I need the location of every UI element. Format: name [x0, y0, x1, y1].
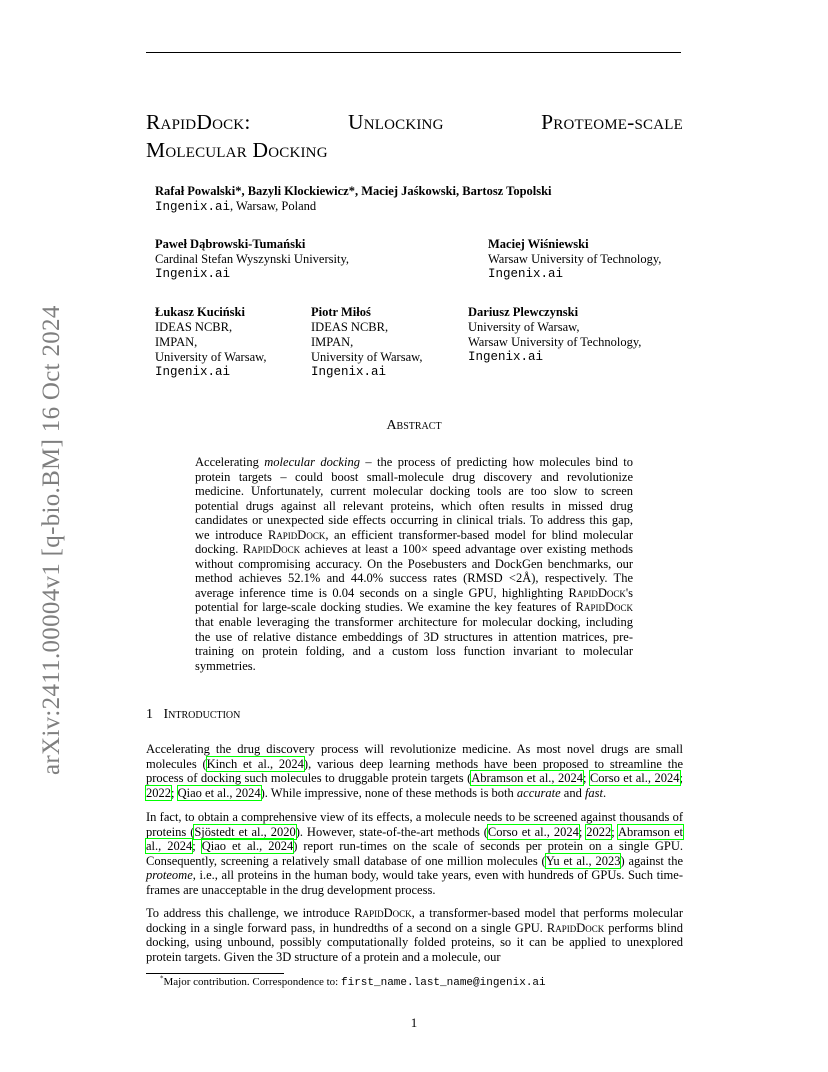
intro-paragraph-3: To address this challenge, we introduce RapidDock, a transformer-based model that performs molecular docking in a single forward pass, in hundredths of a second on a single GPU. RapidDock performs blind docking, using unbound, possibly computationally folded proteins, so it can be applied to unexplored protein targets. Given the 3D structure of a protein and a molecule, our	[146, 906, 683, 964]
arxiv-stamp: arXiv:2411.00004v1 [q-bio.BM] 16 Oct 2024	[38, 305, 65, 775]
footnote-rule	[146, 973, 284, 974]
affil-link[interactable]: Ingenix.ai	[311, 365, 387, 379]
author-block-lukasz	[155, 305, 266, 380]
citation-link[interactable]: Corso et al., 2024	[487, 824, 579, 839]
affil-link[interactable]: Ingenix.ai	[155, 267, 231, 281]
affil-line: IMPAN,	[155, 335, 198, 349]
top-rule	[146, 52, 681, 53]
citation-link[interactable]: Sjöstedt et al., 2020	[194, 824, 296, 839]
title-word-3: Proteome-scale	[541, 110, 683, 134]
citation-link[interactable]: 2022	[146, 785, 171, 800]
intro-paragraph-1: Accelerating the drug discovery process will revolutionize medicine. As most novel drugs are small molecules (Kinch et al., 2024), various deep learning methods have been proposed to streamline the process of docking such molecules to druggable protein targets (Abramson et al., 2024; Corso et al., 2024; 2022; Qiao et al., 2024). While impressive, none of these methods is both accurate and fast.	[146, 742, 684, 800]
title-line-2: Molecular Docking	[146, 138, 328, 162]
abstract-heading: Abstract	[386, 418, 442, 433]
title-word-2: Unlocking	[347, 110, 444, 134]
author-name: Piotr Miłoś	[311, 305, 371, 319]
author-block-pawel	[155, 237, 349, 282]
affil-text: , Warsaw, Poland	[230, 199, 317, 213]
section-number: 1	[146, 707, 153, 722]
affil-link[interactable]: Ingenix.ai	[488, 267, 564, 281]
citation-link[interactable]: Abramson et al., 2024	[146, 824, 683, 854]
citation-link[interactable]: Abramson et al., 2024	[471, 771, 584, 786]
citation-link[interactable]: Qiao et al., 2024	[201, 839, 294, 854]
citation-link[interactable]: Yu et al., 2023	[545, 853, 621, 868]
author-name: Paweł Dąbrowski-Tumański	[155, 237, 306, 251]
affil-line: Warsaw University of Technology,	[488, 252, 662, 266]
footnote: *Major contribution. Correspondence to: first_name.last_name@ingenix.ai	[160, 974, 546, 989]
affil-line: IDEAS NCBR,	[155, 320, 233, 334]
section-heading	[146, 707, 240, 723]
author-names-main: Rafał Powalski*, Bazyli Klockiewicz*, Maciej Jaśkowski, Bartosz Topolski	[155, 184, 552, 198]
affil-line: Cardinal Stefan Wyszynski University,	[155, 252, 350, 266]
intro-paragraph-2: In fact, to obtain a comprehensive view of its effects, a molecule needs to be screened against thousands of proteins (Sjöstedt et al., 2020). However, state-of-the-art methods (Corso et al., 2024; 2022; Abramson et al., 2024; Qiao et al., 2024) report run-times on the scale of seconds per protein on a single GPU. Consequently, screening a relatively small database of one million molecules (Yu et al., 2023) against the proteome, i.e., all proteins in the human body, would take years, even with hundreds of GPUs. Such time-frames are unacceptable in the drug development process.	[146, 810, 683, 897]
affil-line: IMPAN,	[311, 335, 354, 349]
email-link[interactable]: first_name.last_name@ingenix.ai	[341, 977, 546, 989]
abstract-body: Accelerating molecular docking – the process of predicting how molecules bind to protein targets – could boost small-molecule drug discovery and revolutionize medicine. Unfortunately, current molecular docking tools are too slow to screen potential drugs against all relevant proteins, which often results in missed drug candidates or unexpected side effects occurring in clinical trials. To address this gap, we introduce RapidDock, an efficient transformer-based model for blind molecular docking. RapidDock achieves at least a 100× speed advantage over existing methods without compromising accuracy. On the Posebusters and DockGen benchmarks, our method achieves 52.1% and 44.0% success rates (RMSD <2Å), respectively. The average inference time is 0.04 seconds on a single GPU, highlighting RapidDock's potential for large-scale docking studies. We examine the key features of RapidDock that enable leveraging the transformer architecture for molecular docking, including the use of relative distance embeddings of 3D structures in attention matrices, pre-training on protein folding, and a custom loss function invariant to molecular symmetries.	[195, 455, 634, 673]
author-block-maciej	[488, 237, 661, 282]
paper-title	[146, 108, 683, 164]
affil-link[interactable]: Ingenix.ai	[468, 350, 544, 364]
affil-line: Warsaw University of Technology,	[468, 335, 642, 349]
title-word-1: RapidDock:	[146, 110, 251, 134]
author-name: Łukasz Kuciński	[155, 305, 245, 319]
citation-link[interactable]: Kinch et al., 2024	[206, 756, 304, 771]
author-block-dariusz	[468, 305, 641, 365]
section-title: Introduction	[163, 707, 241, 722]
author-name: Maciej Wiśniewski	[488, 237, 589, 251]
author-block-piotr	[311, 305, 422, 380]
author-name: Dariusz Plewczynski	[468, 305, 579, 319]
page-number: 1	[410, 1015, 418, 1030]
citation-link[interactable]: Qiao et al., 2024	[177, 785, 261, 800]
affil-line: University of Warsaw,	[468, 320, 580, 334]
citation-link[interactable]: Corso et al., 2024	[589, 771, 680, 786]
author-block-main	[155, 184, 552, 215]
affil-line: University of Warsaw,	[311, 350, 423, 364]
citation-link[interactable]: 2022	[586, 824, 612, 839]
affil-link[interactable]: Ingenix.ai	[155, 365, 231, 379]
affil-line: University of Warsaw,	[155, 350, 267, 364]
affil-link[interactable]: Ingenix.ai	[155, 200, 231, 214]
affil-line: IDEAS NCBR,	[311, 320, 389, 334]
